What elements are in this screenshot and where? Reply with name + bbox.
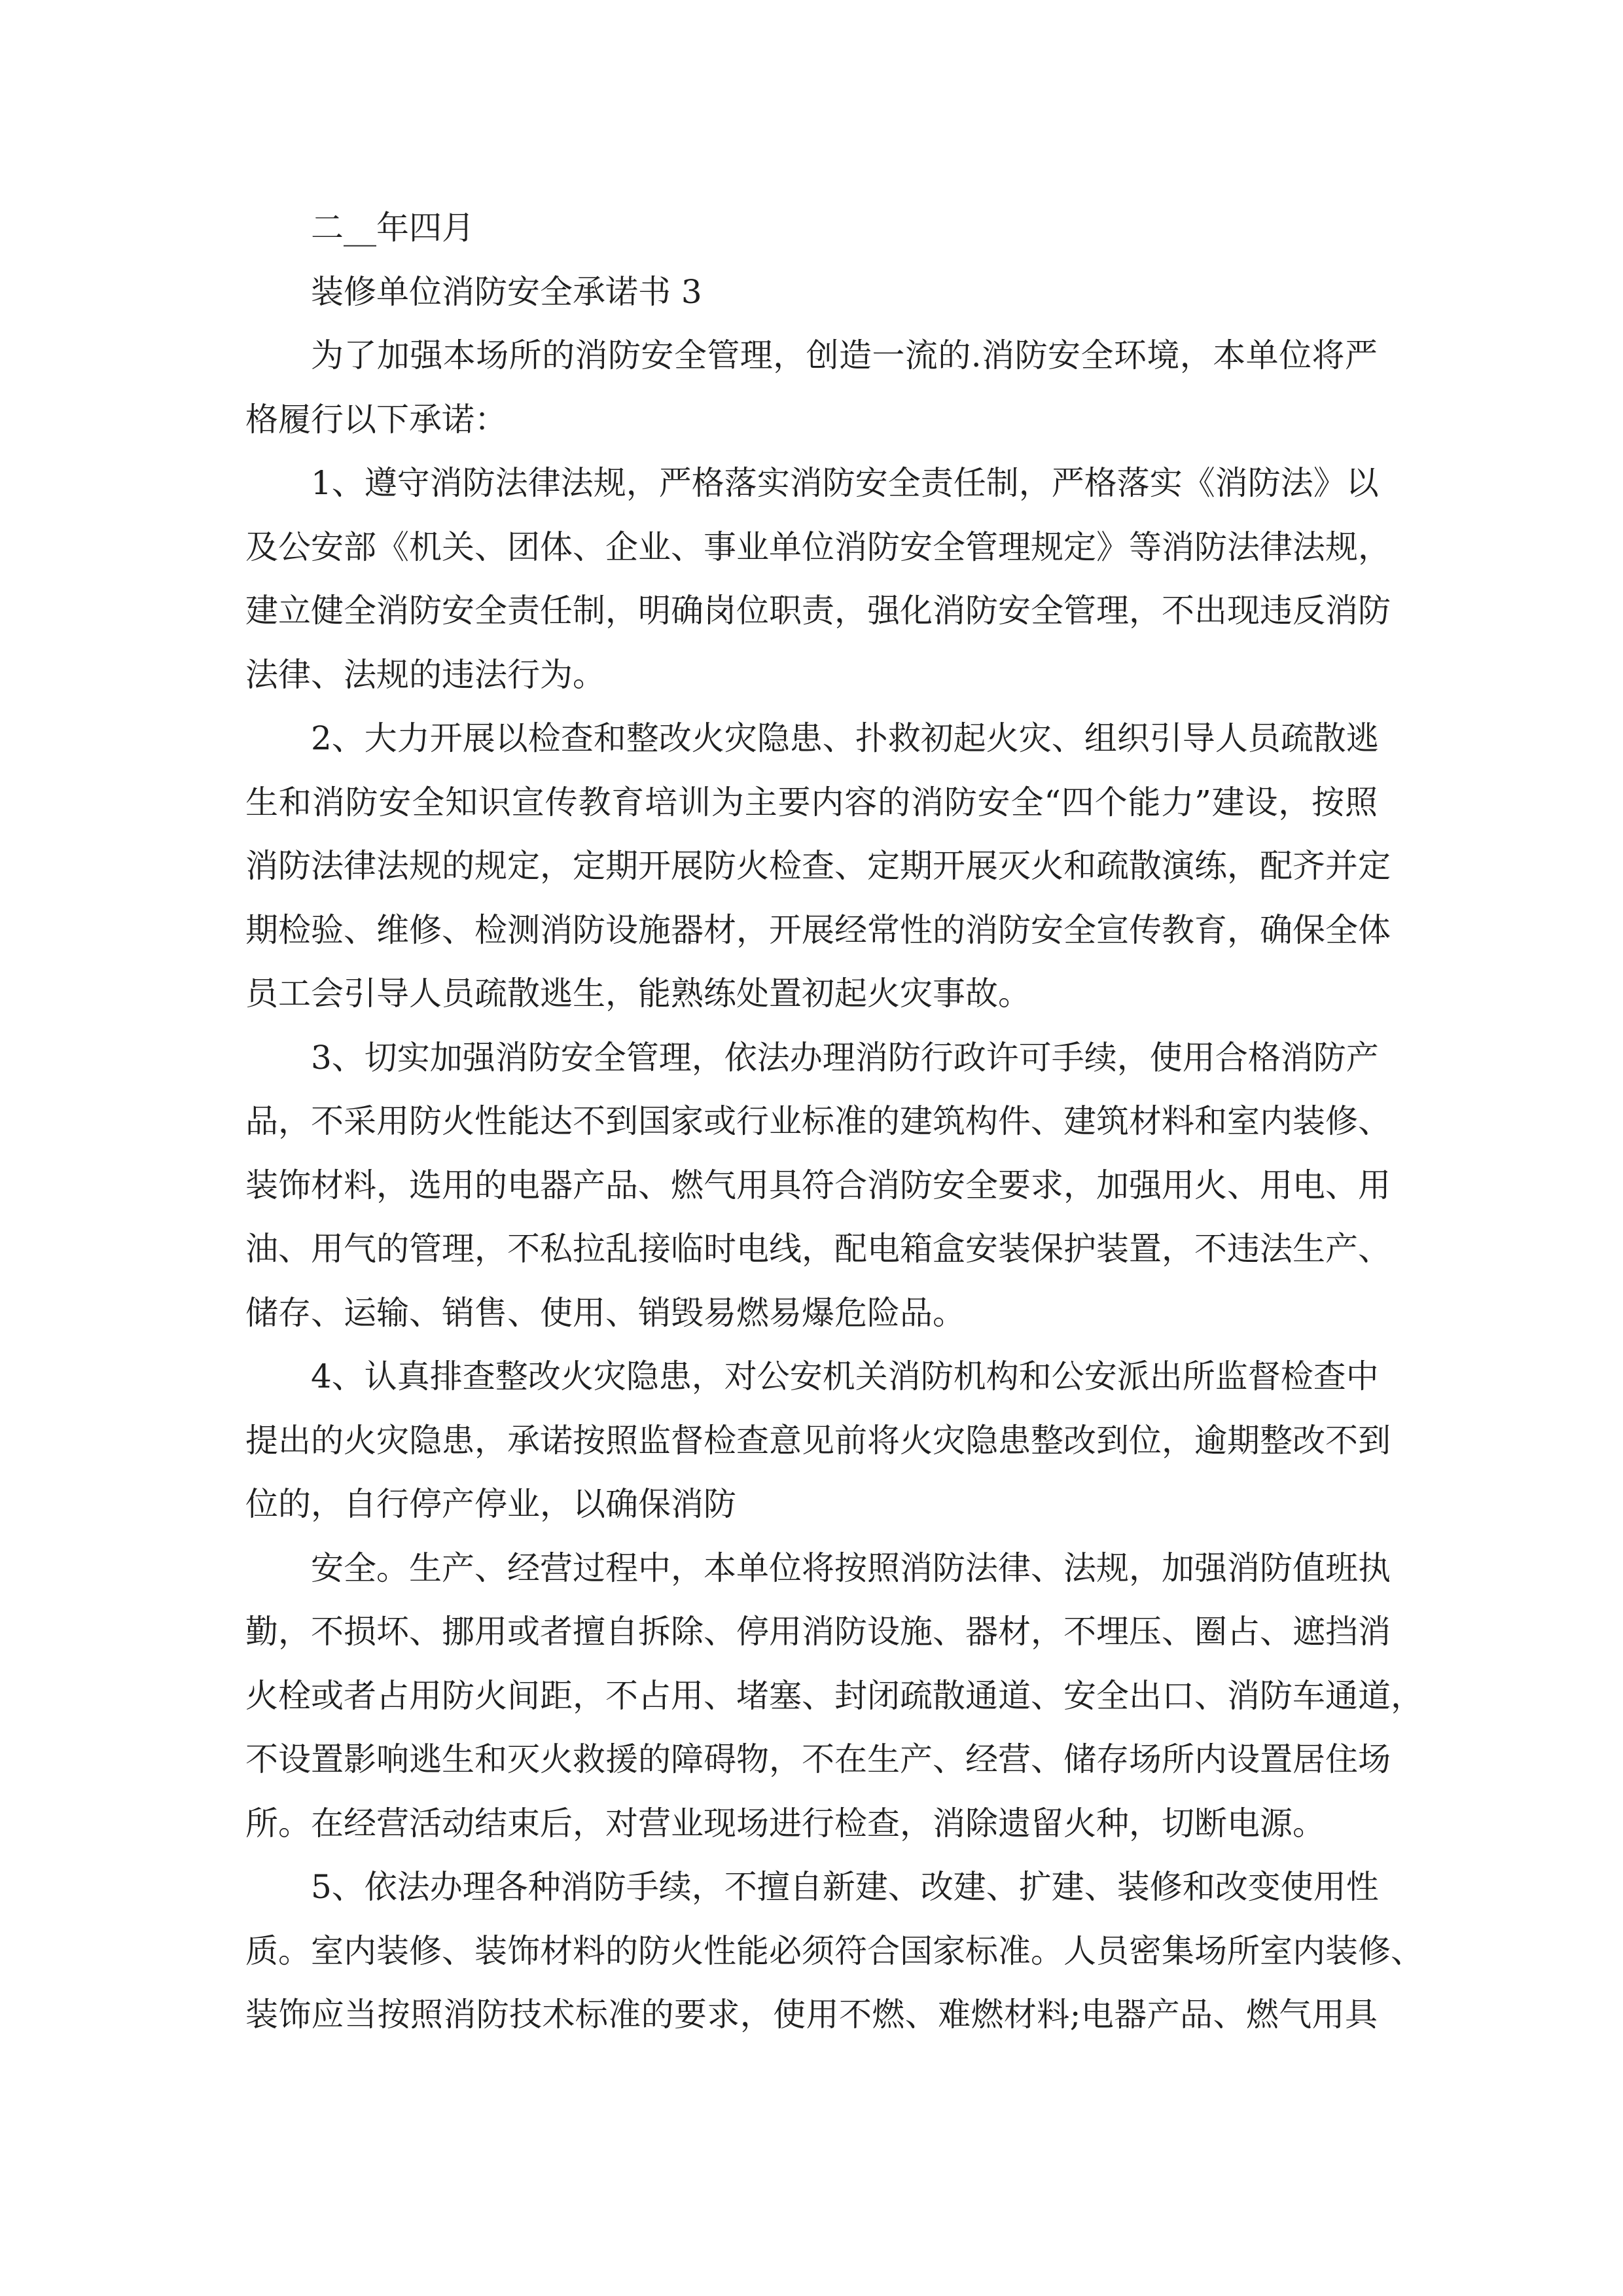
paragraph-line: 及公安部《机关、团体、企业、事业单位消防安全管理规定》等消防法律法规，	[245, 528, 1391, 566]
item-2-paragraph	[245, 707, 1391, 1026]
paragraph-line: 油、用气的管理，不私拉乱接临时电线，配电箱盒安装保护装置，不违法生产、	[245, 1230, 1391, 1268]
document-title: 装修单位消防安全承诺书 3	[311, 272, 702, 311]
paragraph-line: 所。在经营活动结束后，对营业现场进行检查，消除遗留火种，切断电源。	[245, 1804, 1325, 1842]
item-5-paragraph	[245, 1856, 1423, 2047]
paragraph-line: 法律、法规的违法行为。	[245, 655, 605, 694]
paragraph-line: 提出的火灾隐患，承诺按照监督检查意见前将火灾隐患整改到位，逾期整改不到	[245, 1421, 1391, 1460]
paragraph-line: 生和消防安全知识宣传教育培训为主要内容的消防安全“四个能力”建设，按照	[245, 783, 1378, 821]
document-date: 二__年四月	[311, 209, 474, 247]
paragraph-line: 装饰材料，选用的电器产品、燃气用具符合消防安全要求，加强用火、用电、用	[245, 1166, 1391, 1204]
document-body	[245, 196, 1423, 2047]
paragraph-line: 品，不采用防火性能达不到国家或行业标准的建筑构件、建筑材料和室内装修、	[245, 1102, 1391, 1140]
paragraph-line: 装饰应当按照消防技术标准的要求，使用不燃、难燃材料;电器产品、燃气用具	[245, 1996, 1378, 2034]
paragraph-line: 火栓或者占用防火间距，不占用、堵塞、封闭疏散通道、安全出口、消防车通道，	[245, 1676, 1423, 1715]
paragraph-line: 员工会引导人员疏散逃生，能熟练处置初起火灾事故。	[245, 975, 1031, 1013]
paragraph-line: 安全。生产、经营过程中，本单位将按照消防法律、法规，加强消防值班执	[311, 1549, 1391, 1587]
paragraph-line: 质。室内装修、装饰材料的防火性能必须符合国家标准。人员密集场所室内装修、	[245, 1931, 1423, 1970]
paragraph-line: 不设置影响逃生和灭火救援的障碍物，不在生产、经营、储存场所内设置居住场	[245, 1740, 1391, 1778]
paragraph-line: 位的，自行停产停业，以确保消防	[245, 1485, 736, 1523]
intro-paragraph	[245, 324, 1378, 452]
paragraph-line: 储存、运输、销售、使用、销毁易燃易爆危险品。	[245, 1293, 965, 1332]
paragraph-line: 勤，不损坏、挪用或者擅自拆除、停用消防设施、器材，不埋压、圈占、遮挡消	[245, 1613, 1391, 1651]
item-4-paragraph	[245, 1345, 1391, 1537]
paragraph-line: 3、切实加强消防安全管理，依法办理消防行政许可手续，使用合格消防产	[311, 1038, 1379, 1077]
paragraph-line: 期检验、维修、检测消防设施器材，开展经常性的消防安全宣传教育，确保全体	[245, 910, 1391, 949]
paragraph-line: 1、遵守消防法律法规，严格落实消防安全责任制，严格落实《消防法》以	[311, 464, 1379, 502]
paragraph-line: 5、依法办理各种消防手续，不擅自新建、改建、扩建、装修和改变使用性	[311, 1868, 1379, 1906]
paragraph-line: 为了加强本场所的消防安全管理，创造一流的.消防安全环境，本单位将严	[311, 336, 1378, 374]
item-3-paragraph	[245, 1026, 1391, 1346]
item-1-paragraph	[245, 452, 1391, 707]
paragraph-line: 格履行以下承诺：	[245, 400, 507, 439]
paragraph-line: 4、认真排查整改火灾隐患，对公安机关消防机构和公安派出所监督检查中	[311, 1357, 1379, 1395]
paragraph-line: 2、大力开展以检查和整改火灾隐患、扑救初起火灾、组织引导人员疏散逃	[311, 719, 1379, 757]
item-4-continuation-paragraph	[245, 1537, 1423, 1856]
paragraph-line: 建立健全消防安全责任制，明确岗位职责，强化消防安全管理，不出现违反消防	[245, 592, 1391, 630]
paragraph-line: 消防法律法规的规定，定期开展防火检查、定期开展灭火和疏散演练，配齐并定	[245, 847, 1391, 885]
